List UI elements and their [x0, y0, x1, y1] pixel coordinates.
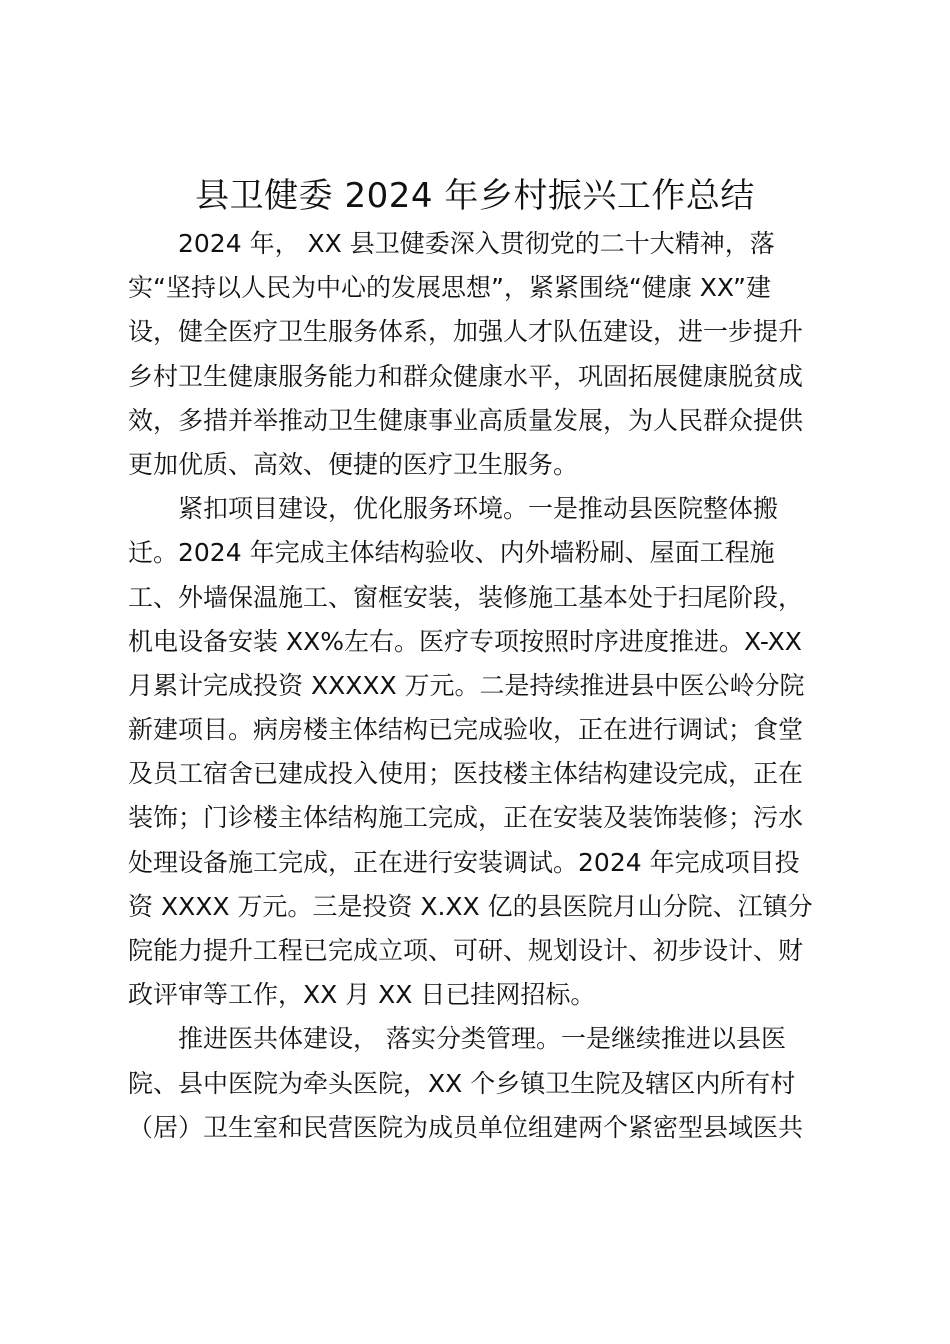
paragraph-1-line-1: 2024 年， XX 县卫健委深入贯彻党的二十大精神，落 — [178, 229, 775, 258]
paragraph-1-line-2: 实“坚持以人民为中心的发展思想”，紧紧围绕“健康 XX”建 — [128, 273, 771, 303]
paragraph-2-line-12: 政评审等工作，XX 月 XX 日已挂网招标。 — [128, 980, 596, 1010]
paragraph-1-line-6: 更加优质、高效、便捷的医疗卫生服务。 — [128, 449, 579, 479]
paragraph-1-line-5: 效，多措并举推动卫生健康事业高质量发展，为人民群众提供 — [128, 405, 804, 435]
paragraph-1-line-3: 设，健全医疗卫生服务体系，加强人才队伍建设，进一步提升 — [128, 317, 804, 347]
paragraph-2-line-11: 院能力提升工程已完成立项、可研、规划设计、初步设计、财 — [128, 936, 804, 965]
paragraph-2-line-1: 紧扣项目建设，优化服务环境。一是推动县医院整体搬 — [178, 494, 779, 524]
paragraph-3-line-2: 院、县中医院为牵头医院，XX 个乡镇卫生院及辖区内所有村 — [128, 1068, 796, 1098]
paragraph-2-line-5: 月累计完成投资 XXXXX 万元。二是持续推进县中医公岭分院 — [128, 670, 805, 700]
document-title: 县卫健委 2024 年乡村振兴工作总结 — [195, 176, 755, 216]
paragraph-1-line-4: 乡村卫生健康服务能力和群众健康水平，巩固拓展健康脱贫成 — [128, 361, 804, 391]
paragraph-3-line-3: （居）卫生室和民营医院为成员单位组建两个紧密型县域医共 — [128, 1112, 804, 1142]
paragraph-2-line-9: 处理设备施工完成，正在进行安装调试。2024 年完成项目投 — [128, 847, 800, 877]
paragraph-2-line-7: 及员工宿舍已建成投入使用；医技楼主体结构建设完成，正在 — [128, 759, 804, 789]
paragraph-2-line-8: 装饰；门诊楼主体结构施工完成，正在安装及装饰装修；污水 — [128, 803, 804, 833]
paragraph-2-line-4: 机电设备安装 XX%左右。医疗专项按照时序进度推进。X-XX — [128, 626, 802, 656]
paragraph-2-line-6: 新建项目。病房楼主体结构已完成验收，正在进行调试；食堂 — [128, 715, 804, 745]
paragraph-2-line-2: 迁。2024 年完成主体结构验收、内外墙粉刷、屋面工程施 — [128, 538, 775, 568]
document-body — [128, 222, 830, 1150]
paragraph-2-line-10: 资 XXXX 万元。三是投资 X.XX 亿的县医院月山分院、江镇分 — [128, 891, 813, 921]
paragraph-2-line-3: 工、外墙保温施工、窗框安装，装修施工基本处于扫尾阶段， — [128, 582, 804, 612]
paragraph-3-line-1: 推进医共体建设， 落实分类管理。一是继续推进以县医 — [178, 1024, 786, 1054]
